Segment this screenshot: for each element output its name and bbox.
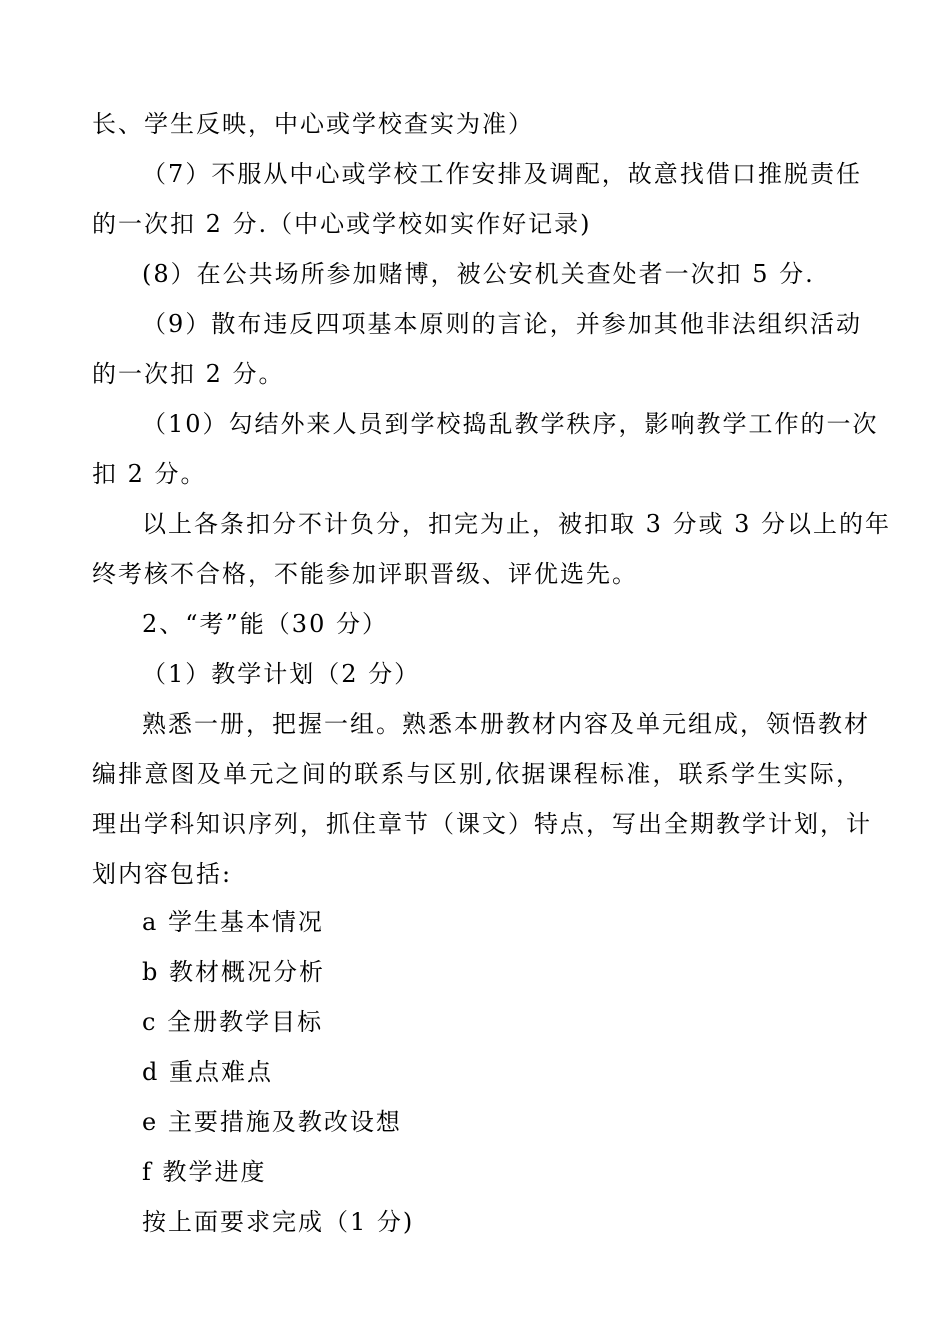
list-item: f 教学进度	[142, 1158, 267, 1186]
text-line: 理出学科知识序列，抓住章节（课文）特点，写出全期教学计划，计	[92, 810, 872, 838]
list-item: e 主要措施及教改设想	[142, 1108, 402, 1136]
text-line: 终考核不合格，不能参加评职晋级、评优选先。	[92, 560, 638, 588]
text-line: （9）散布违反四项基本原则的言论，并参加其他非法组织活动	[142, 310, 862, 338]
list-item: b 教材概况分析	[142, 958, 325, 986]
section-heading: 2、“考”能（30 分）	[142, 610, 388, 638]
text-line: 划内容包括:	[92, 860, 233, 888]
text-line: 长、学生反映，中心或学校查实为准）	[92, 110, 534, 138]
text-line: 的一次扣 2 分.（中心或学校如实作好记录)	[92, 210, 592, 238]
text-line: 编排意图及单元之间的联系与区别,依据课程标准，联系学生实际，	[92, 760, 862, 788]
subsection-heading: （1）教学计划（2 分）	[142, 660, 421, 688]
text-line: 按上面要求完成（1 分)	[142, 1208, 415, 1236]
text-line: 的一次扣 2 分。	[92, 360, 285, 388]
text-line: 扣 2 分。	[92, 460, 207, 488]
text-line: (8）在公共场所参加赌博，被公安机关查处者一次扣 5 分.	[142, 260, 815, 288]
text-line: 熟悉一册，把握一组。熟悉本册教材内容及单元组成，领悟教材	[142, 710, 870, 738]
list-item: d 重点难点	[142, 1058, 273, 1086]
text-line: 以上各条扣分不计负分，扣完为止，被扣取 3 分或 3 分以上的年	[142, 510, 892, 538]
list-item: a 学生基本情况	[142, 908, 324, 936]
text-line: （7）不服从中心或学校工作安排及调配，故意找借口推脱责任	[142, 160, 862, 188]
text-line: （10）勾结外来人员到学校捣乱教学秩序，影响教学工作的一次	[142, 410, 879, 438]
list-item: c 全册教学目标	[142, 1008, 324, 1036]
